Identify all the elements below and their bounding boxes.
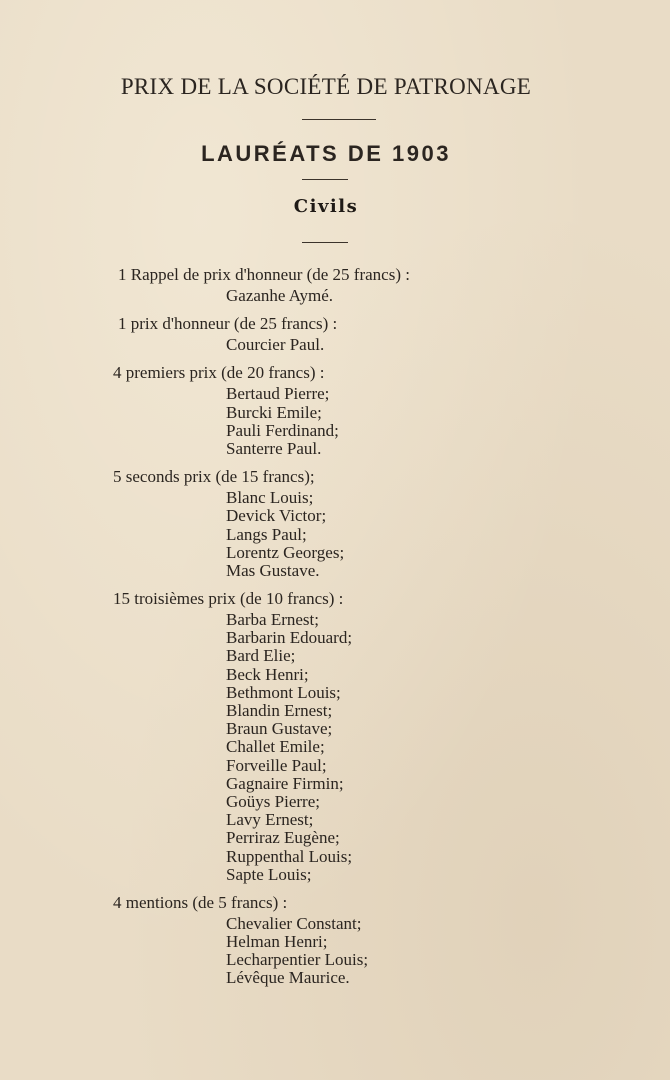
laureate-names [226,385,670,458]
laureate-name: Ruppenthal Louis; [226,846,353,866]
laureate-names [226,915,670,988]
laureate-name: Chevalier Constant; [226,913,362,933]
laureate-name: Bard Elie; [226,646,296,666]
laureate-name: Perriraz Eugène; [226,828,340,848]
laureate-name: Langs Paul; [226,524,307,544]
laureate-name: Braun Gustave; [226,719,333,739]
prize-category: 5 seconds prix (de 15 francs); [113,467,315,487]
prize-group [0,891,670,995]
prize-group [0,587,670,891]
laureate-name: Lavy Ernest; [226,810,314,830]
laureate-name: Bertaud Pierre; [226,384,330,404]
laureate-name: Blanc Louis; [226,488,314,508]
laureate-name: Sapte Louis; [226,864,312,884]
laureate-name: Lévêque Maurice. [226,968,350,988]
section-heading: Civils [293,196,359,217]
laureate-name: Mas Gustave. [226,560,320,580]
prize-group [0,263,670,312]
laureate-name: Challet Emile; [226,737,325,757]
laureate-name: Blandin Ernest; [226,701,333,720]
organization-heading: PRIX DE LA SOCIÉTÉ DE PATRONAGE [120,74,532,99]
laureate-name: Gagnaire Firmin; [226,773,344,793]
laureates-list [0,263,670,995]
page-title: LAURÉATS DE 1903 [201,141,451,166]
prize-category: 1 prix d'honneur (de 25 francs) : [118,314,338,334]
prize-group [0,361,670,465]
laureate-name: Lecharpentier Louis; [226,950,369,970]
prize-category: 15 troisièmes prix (de 10 francs) : [113,589,344,609]
laureate-names [226,489,670,580]
laureate-name: Lorentz Georges; [226,542,345,562]
laureate-name: Helman Henri; [226,932,328,952]
laureate-name: Goüys Pierre; [226,791,320,811]
divider-rule [302,119,376,120]
laureate-name: Gazanhe Aymé. [226,286,334,305]
laureate-name: Courcier Paul. [226,335,325,355]
laureate-name: Bethmont Louis; [226,682,341,702]
laureate-name: Pauli Ferdinand; [226,420,339,440]
divider-rule [302,179,348,180]
laureate-names [226,336,670,354]
prize-group [0,312,670,361]
laureate-name: Beck Henri; [226,664,309,684]
prize-category: 1 Rappel de prix d'honneur (de 25 francs) : [118,265,410,284]
laureate-names [226,611,670,884]
laureate-name: Barbarin Edouard; [226,628,353,648]
prize-category: 4 premiers prix (de 20 francs) : [113,363,325,383]
laureate-name: Forveille Paul; [226,755,327,775]
laureate-names [226,287,670,305]
laureate-name: Burcki Emile; [226,402,322,422]
laureate-name: Santerre Paul. [226,438,322,458]
divider-rule [302,242,348,243]
prize-group [0,465,670,587]
prize-category: 4 mentions (de 5 francs) : [113,892,288,912]
laureate-name: Devick Victor; [226,506,327,526]
laureate-name: Barba Ernest; [226,610,319,630]
